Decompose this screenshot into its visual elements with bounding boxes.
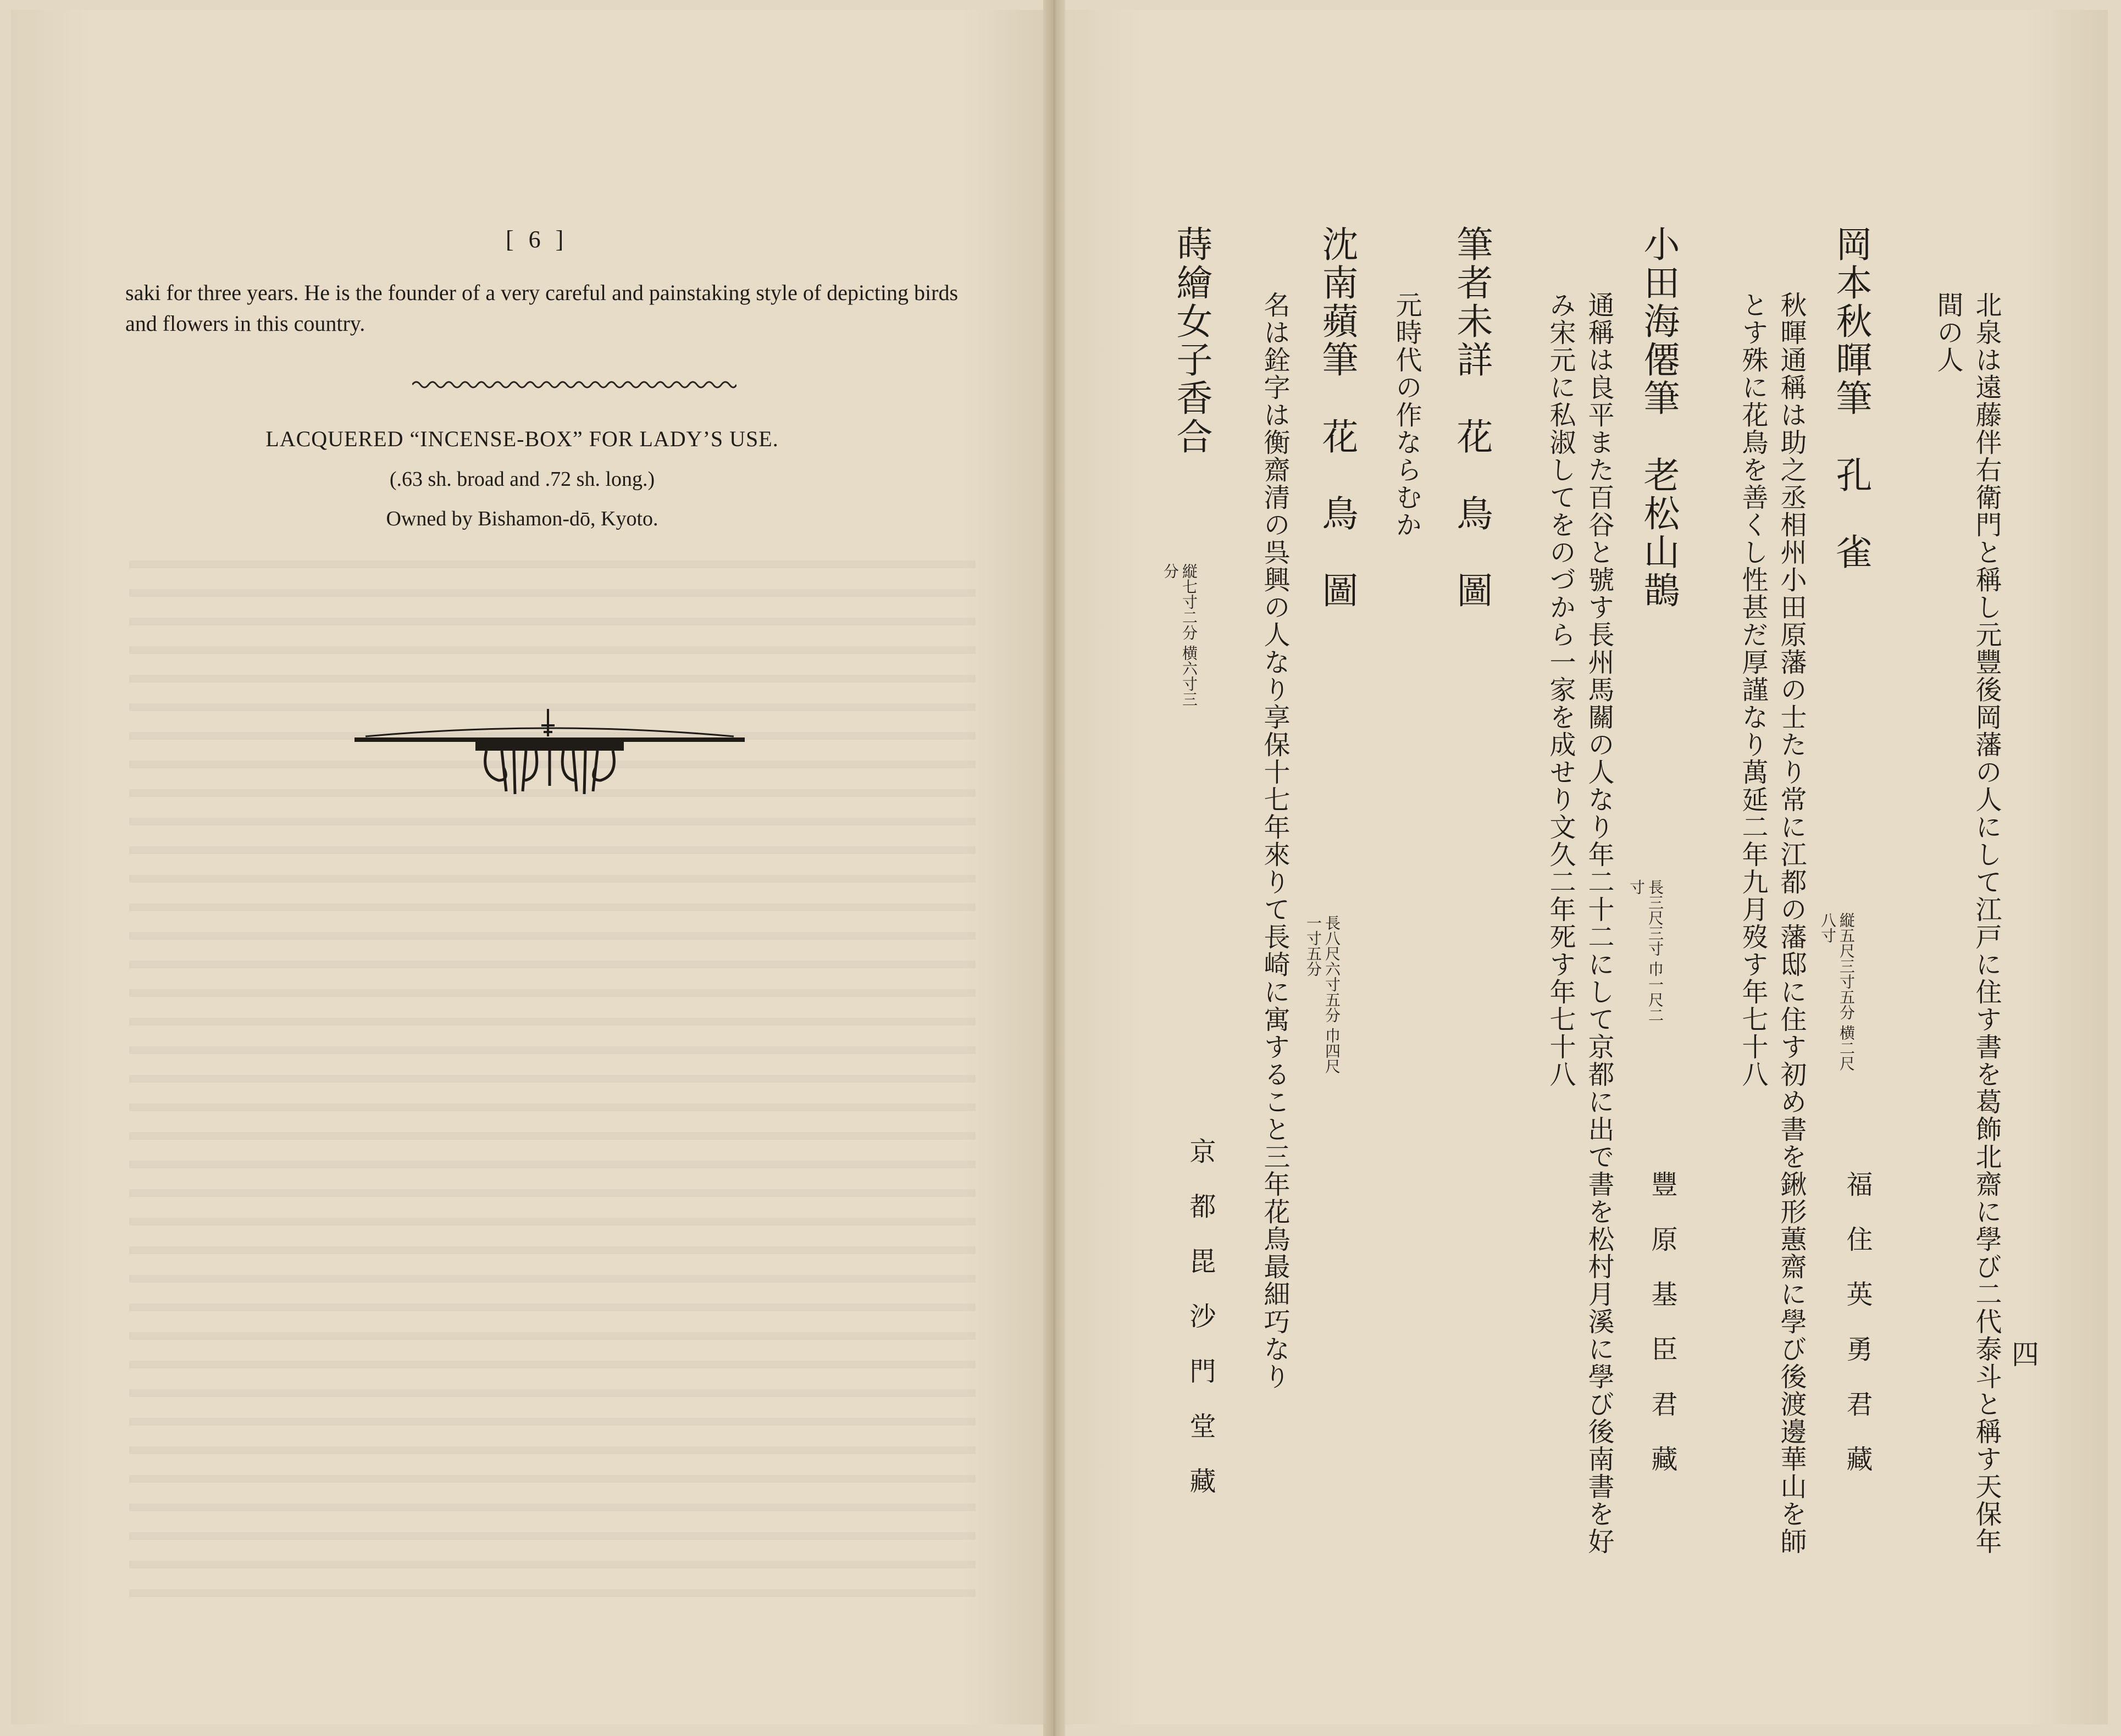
text-column: 元時代の作ならむか xyxy=(1391,291,1422,539)
article-dimensions: (.63 sh. broad and .72 sh. long.) xyxy=(389,468,655,491)
book-gutter xyxy=(1043,0,1065,1736)
article-owner: Owned by Bishamon-dō, Kyoto. xyxy=(386,507,658,530)
entry-owner: 豐 原 基 臣 君 藏 xyxy=(1647,1171,1677,1473)
entry-owner: 京 都 毘 沙 門 堂 藏 xyxy=(1185,1138,1216,1495)
text-column: 通稱は良平また百谷と號す長州馬關の人なり年二十二にして京都に出で書を松村月溪に學び後南書を好 xyxy=(1583,291,1614,1555)
text-column: 秋暉通稱は助之丞相州小田原藩の士たり常に江都の藩邸に住す初め書を鍬形蕙齋に學び後渡邊華山を師 xyxy=(1776,291,1807,1555)
ornament-icon xyxy=(355,698,745,808)
text-column: 間の人 xyxy=(1932,291,1963,374)
entry-title: 筆者未詳 花 鳥 圖 xyxy=(1450,225,1493,610)
page-number: [ 6 ] xyxy=(506,226,568,253)
entry-dimensions: 長八尺六寸五分 巾四尺一寸五分 xyxy=(1304,915,1341,1074)
entry-title: 小田海僊筆 老松山鵲 xyxy=(1637,225,1680,610)
folio-number: 四 xyxy=(2012,1339,2039,1371)
continuation-paragraph: saki for three years. He is the founder of a very careful and painstaking style of depicting birds and flowers in this country. xyxy=(125,280,959,336)
wavy-divider xyxy=(412,378,736,391)
article-title: LACQUERED “INCENSE-BOX” FOR LADY’S USE. xyxy=(265,426,779,451)
text-column: 北泉は遠藤伴右衛門と稱し元豐後岡藩の人にして江戸に住す書を葛飾北齋に學び二代泰斗と稱す天保年 xyxy=(1971,291,2002,1555)
entry-owner: 福 住 英 勇 君 藏 xyxy=(1842,1171,1873,1473)
entry-title: 沈南蘋筆 花 鳥 圖 xyxy=(1316,225,1358,610)
text-column: とす殊に花鳥を善くし性甚だ厚謹なり萬延二年九月歿す年七十八 xyxy=(1737,291,1768,1088)
entry-title: 岡本秋暉筆 孔 雀 xyxy=(1830,225,1872,572)
entry-dimensions: 縦五尺三寸五分 横二尺八寸 xyxy=(1819,912,1856,1071)
entry-title: 蒔繪女子香合 xyxy=(1170,225,1212,456)
text-column: 名は銓字は衡齋清の呉興の人なり享保十七年來りて長崎に寓すること三年花鳥最細巧なり xyxy=(1259,291,1290,1390)
text-column: み宋元に私淑してをのづから一家を成せり文久二年死す年七十八 xyxy=(1545,291,1576,1088)
entry-dimensions: 長三尺三寸 巾一尺二寸 xyxy=(1627,879,1664,1023)
entry-dimensions: 縦七寸二分 横六寸三分 xyxy=(1161,563,1198,707)
